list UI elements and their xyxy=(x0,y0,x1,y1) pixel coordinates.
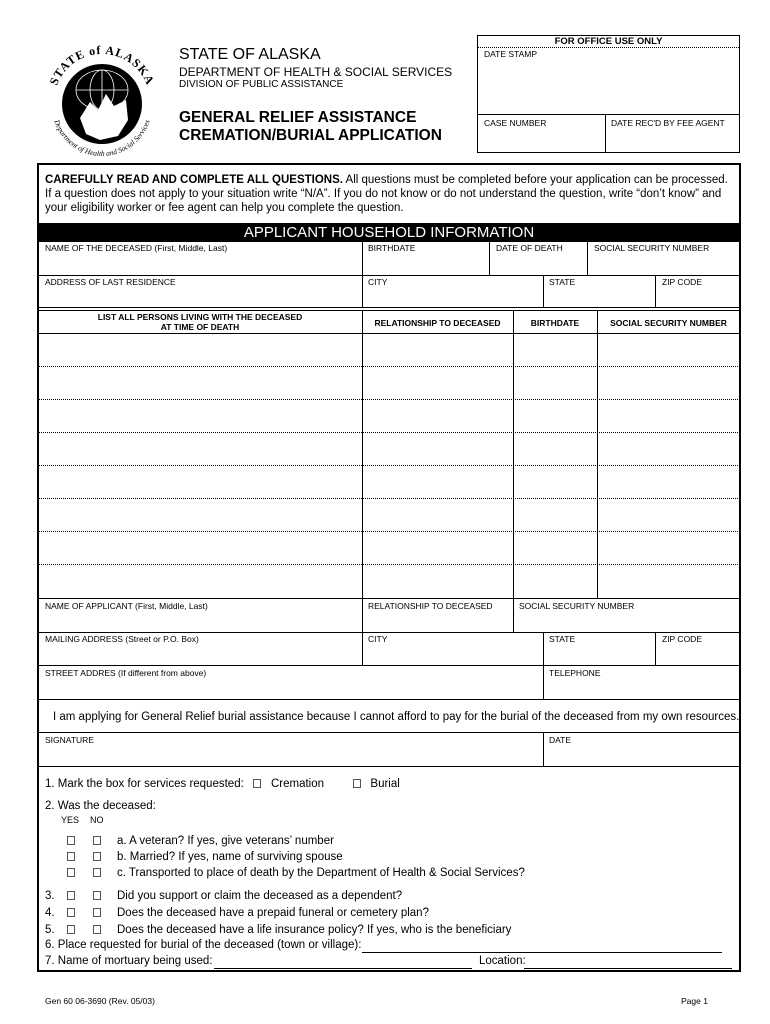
instructions-line1-rest: All questions must be completed before your application can be processed. xyxy=(342,174,728,186)
mortuary-location-label: Location: xyxy=(479,955,526,967)
question-3-yes-checkbox[interactable] xyxy=(67,890,75,902)
telephone-label: TELEPHONE xyxy=(549,668,601,678)
mortuary-name-field[interactable] xyxy=(214,968,472,969)
persons-col1-line1: LIST ALL PERSONS LIVING WITH THE DECEASED xyxy=(97,312,303,322)
persons-col1-line2: AT TIME OF DEATH xyxy=(160,322,240,332)
state-name: STATE OF ALASKA xyxy=(179,46,321,63)
instructions-line2: If a question does not apply to your situation write “N/A”. If you do not know or do not understand the question, write “don’t know” and xyxy=(45,188,722,200)
question-5-no-checkbox[interactable] xyxy=(93,924,101,936)
form-number: Gen 60 06-3690 (Rev. 05/03) xyxy=(45,996,155,1006)
signature-label: SIGNATURE xyxy=(45,735,94,745)
department-name: DEPARTMENT OF HEALTH & SOCIAL SERVICES xyxy=(179,65,453,79)
assistance-statement: I am applying for General Relief burial assistance because I cannot afford to pay for the burial of the deceased from my own resources. xyxy=(53,711,740,723)
applicant-relationship-label: RELATIONSHIP TO DECEASED xyxy=(368,601,493,611)
question-2c-no-checkbox[interactable] xyxy=(93,867,101,879)
burial-checkbox[interactable] xyxy=(353,779,361,788)
question-6-text: 6. Place requested for burial of the deceased (town or village): xyxy=(45,939,362,951)
deceased-address-label: ADDRESS OF LAST RESIDENCE xyxy=(45,277,176,287)
deceased-date-of-death-label: DATE OF DEATH xyxy=(496,243,563,253)
date-label: DATE xyxy=(549,735,572,745)
deceased-state-label: STATE xyxy=(549,277,576,287)
persons-col2-header: RELATIONSHIP TO DECEASED xyxy=(374,318,501,328)
seal-ring-bottom: Department of Health and Social Services xyxy=(52,118,152,159)
question-5-text: Does the deceased have a life insurance policy? If yes, who is the beneficiary xyxy=(117,924,512,936)
question-2a-no-checkbox[interactable] xyxy=(93,835,101,847)
yes-column-label: YES xyxy=(61,815,80,825)
date-stamp-label: DATE STAMP xyxy=(484,49,538,59)
question-7-text: 7. Name of mortuary being used: xyxy=(45,955,213,967)
office-use-box xyxy=(477,35,740,153)
applicant-name-label: NAME OF APPLICANT (First, Middle, Last) xyxy=(45,601,208,611)
question-2c-text: c. Transported to place of death by the Department of Health & Social Services? xyxy=(117,867,525,879)
question-3-text: Did you support or claim the deceased as a dependent? xyxy=(117,890,403,902)
form-title-line2: CREMATION/BURIAL APPLICATION xyxy=(179,127,442,144)
question-4-yes-checkbox[interactable] xyxy=(67,907,75,919)
question-2-text: 2. Was the deceased: xyxy=(45,800,156,812)
applicant-ssn-label: SOCIAL SECURITY NUMBER xyxy=(519,601,635,611)
page-number: Page 1 xyxy=(681,996,708,1006)
question-2a-yes-checkbox[interactable] xyxy=(67,835,75,847)
mortuary-location-field[interactable] xyxy=(524,968,732,969)
deceased-name-label: NAME OF THE DECEASED (First, Middle, Last) xyxy=(45,243,228,253)
persons-col4-header: SOCIAL SECURITY NUMBER xyxy=(610,318,727,328)
question-5-yes-checkbox[interactable] xyxy=(67,924,75,936)
question-5-number: 5. xyxy=(45,924,55,936)
question-2b-text: b. Married? If yes, name of surviving spouse xyxy=(117,851,343,863)
instructions-line3: your eligibility worker or fee agent can help you complete the question. xyxy=(45,202,404,214)
deceased-ssn-label: SOCIAL SECURITY NUMBER xyxy=(594,243,710,253)
deceased-city-label: CITY xyxy=(368,277,388,287)
persons-col3-header: BIRTHDATE xyxy=(530,318,580,328)
form-title-line1: GENERAL RELIEF ASSISTANCE xyxy=(179,109,417,126)
question-3-number: 3. xyxy=(45,890,55,902)
deceased-birthdate-label: BIRTHDATE xyxy=(368,243,416,253)
no-column-label: NO xyxy=(90,815,104,825)
street-address-label: STREET ADDRES (If different from above) xyxy=(45,668,207,678)
section-title: APPLICANT HOUSEHOLD INFORMATION xyxy=(38,223,740,242)
burial-place-field[interactable] xyxy=(362,952,722,953)
applicant-city-label: CITY xyxy=(368,634,388,644)
question-4-number: 4. xyxy=(45,907,55,919)
state-seal xyxy=(40,40,164,164)
date-recd-label: DATE REC'D BY FEE AGENT xyxy=(611,118,725,128)
question-2b-no-checkbox[interactable] xyxy=(93,851,101,863)
question-2b-yes-checkbox[interactable] xyxy=(67,851,75,863)
instructions-line1 xyxy=(45,174,735,188)
question-1 xyxy=(45,778,400,790)
division-name: DIVISION OF PUBLIC ASSISTANCE xyxy=(179,79,344,90)
cremation-checkbox[interactable] xyxy=(253,779,261,788)
question-4-no-checkbox[interactable] xyxy=(93,907,101,919)
case-number-label: CASE NUMBER xyxy=(484,118,547,128)
question-4-text: Does the deceased have a prepaid funeral or cemetery plan? xyxy=(117,907,429,919)
question-2c-yes-checkbox[interactable] xyxy=(67,867,75,879)
office-use-caption: FOR OFFICE USE ONLY xyxy=(478,36,739,48)
question-1-text: 1. Mark the box for services requested: xyxy=(45,778,244,790)
deceased-zip-label: ZIP CODE xyxy=(662,277,702,287)
burial-label: Burial xyxy=(370,778,400,790)
question-2a-text: a. A veteran? If yes, give veterans’ number xyxy=(117,835,334,847)
seal-ring-top: STATE of ALASKA xyxy=(46,42,158,88)
applicant-state-label: STATE xyxy=(549,634,576,644)
applicant-zip-label: ZIP CODE xyxy=(662,634,702,644)
question-3-no-checkbox[interactable] xyxy=(93,890,101,902)
instructions-bold: CAREFULLY READ AND COMPLETE ALL QUESTIONS. xyxy=(45,174,343,186)
cremation-label: Cremation xyxy=(270,778,325,790)
mailing-address-label: MAILING ADDRESS (Street or P.O. Box) xyxy=(45,634,199,644)
